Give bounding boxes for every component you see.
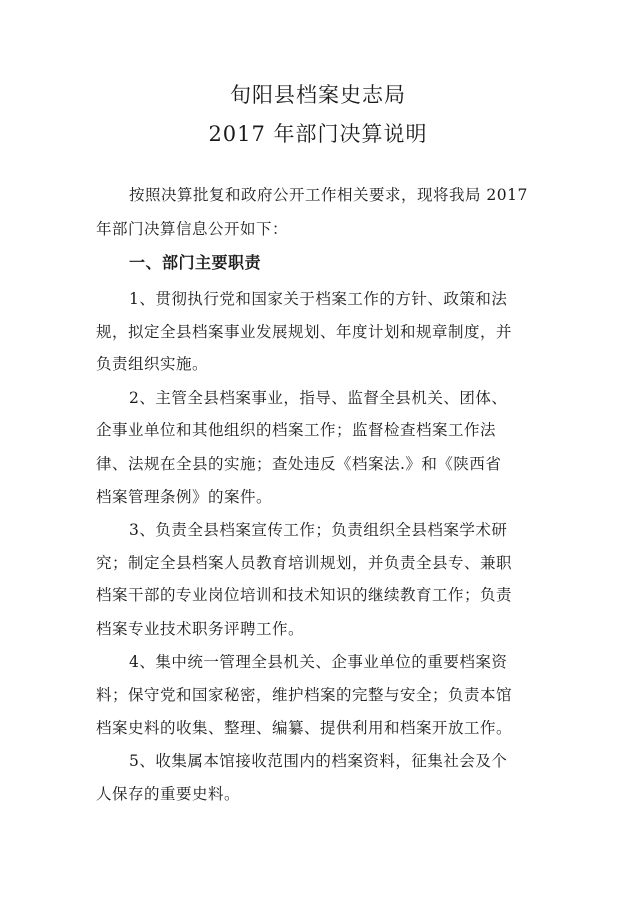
duty-5-line-1: 5、收集属本馆接收范围内的档案资料，征集社会及个 bbox=[129, 752, 508, 770]
duty-5-line-2: 人保存的重要史料。 bbox=[96, 785, 241, 803]
duty-2-line-2: 企事业单位和其他组织的档案工作；监督检查档案工作法 bbox=[96, 421, 497, 439]
duty-3-line-3: 档案干部的专业岗位培训和技术知识的继续教育工作；负责 bbox=[96, 586, 513, 604]
duty-1-line-3: 负责组织实施。 bbox=[96, 355, 209, 373]
duty-3-line-4: 档案专业技术职务评聘工作。 bbox=[96, 620, 305, 638]
duty-3-line-1: 3、负责全县档案宣传工作；负责组织全县档案学术研 bbox=[129, 521, 508, 539]
intro-line-1: 按照决算批复和政府公开工作相关要求，现将我局 2017 bbox=[129, 186, 528, 204]
duty-2-line-1: 2、主管全县档案事业，指导、监督全县机关、团体、 bbox=[129, 389, 508, 407]
duty-1-line-1: 1、贯彻执行党和国家关于档案工作的方针、政策和法 bbox=[129, 290, 508, 308]
duty-4-line-1: 4、集中统一管理全县机关、企事业单位的重要档案资 bbox=[129, 653, 508, 671]
intro-line-2: 年部门决算信息公开如下： bbox=[96, 220, 289, 238]
duty-2-line-4: 档案管理条例》的案件。 bbox=[96, 488, 273, 506]
duty-2-line-3: 律、法规在全县的实施；查处违反《档案法.》和《陕西省 bbox=[96, 455, 502, 473]
section-heading-duties: 一、部门主要职责 bbox=[129, 253, 262, 272]
document-title-main: 2017 年部门决算说明 bbox=[208, 122, 428, 146]
duty-4-line-2: 料；保守党和国家秘密，维护档案的完整与安全；负责本馆 bbox=[96, 686, 513, 704]
document-title-org: 旬阳县档案史志局 bbox=[230, 83, 406, 107]
duty-3-line-2: 究；制定全县档案人员教育培训规划，并负责全县专、兼职 bbox=[96, 554, 513, 572]
duty-1-line-2: 规，拟定全县档案事业发展规划、年度计划和规章制度，并 bbox=[96, 323, 513, 341]
duty-4-line-3: 档案史料的收集、整理、编纂、提供利用和档案开放工作。 bbox=[96, 719, 513, 737]
